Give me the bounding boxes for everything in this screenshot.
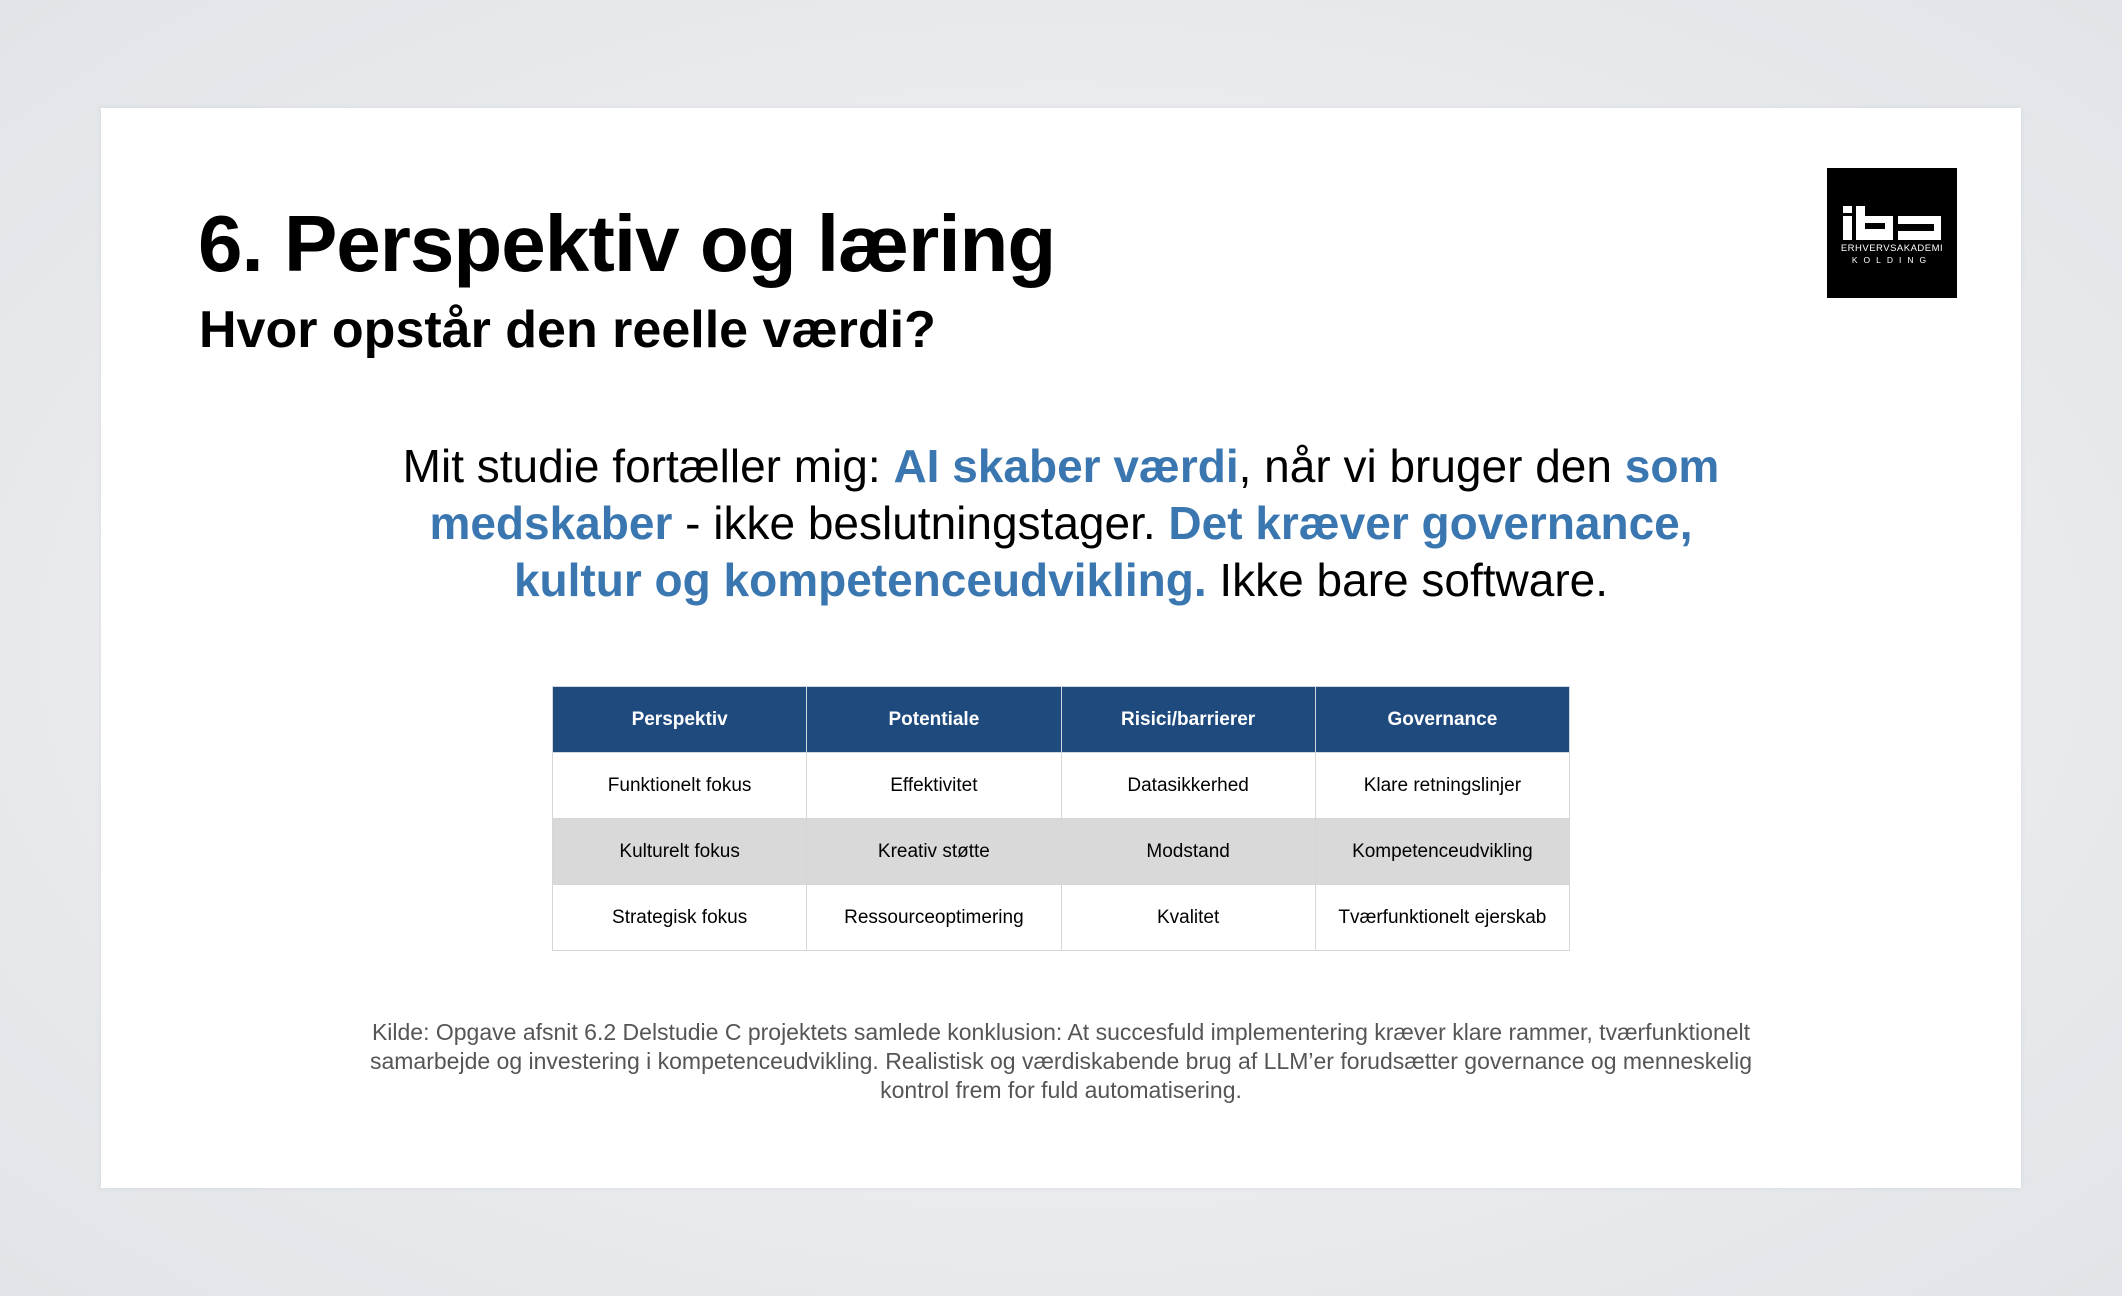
- slide: [101, 108, 2021, 1188]
- header-cell: Risici/barrierer: [1061, 687, 1315, 753]
- header-cell: Governance: [1315, 687, 1569, 753]
- table-row: [553, 819, 1570, 885]
- table-cell: Tværfunktionelt ejerskab: [1315, 885, 1569, 951]
- statement-part: , når vi bruger den: [1238, 440, 1625, 492]
- perspective-table: [552, 686, 1570, 951]
- iba-logo: [1827, 168, 1957, 298]
- table-row: [553, 753, 1570, 819]
- iba-logo-mark: [1843, 206, 1941, 240]
- header-cell: Potentiale: [807, 687, 1061, 753]
- logo-text-line2: KOLDING: [1851, 255, 1933, 265]
- table-cell: Kulturelt fokus: [553, 819, 807, 885]
- table-cell: Kompetenceudvikling: [1315, 819, 1569, 885]
- table-cell: Kvalitet: [1061, 885, 1315, 951]
- table-cell: Effektivitet: [807, 753, 1061, 819]
- table-cell: Modstand: [1061, 819, 1315, 885]
- header-cell: Perspektiv: [553, 687, 807, 753]
- source-note: Kilde: Opgave afsnit 6.2 Delstudie C projektets samlede konklusion: At succesfuld implementering kræver klare rammer, tværfunktionelt samarbejde og investering i kompetenceudvikling. Realistisk og værdiskabende brug af LLM’er forudsætter governance og menneskelig kontrol frem for fuld automatisering.: [369, 1019, 1753, 1103]
- table-cell: Kreativ støtte: [807, 819, 1061, 885]
- logo-text-line1: ERHVERVSAKADEMI: [1840, 243, 1944, 254]
- table-header-row: [553, 687, 1570, 753]
- table-cell: Ressourceoptimering: [807, 885, 1061, 951]
- statement-highlight: AI skaber værdi: [893, 440, 1239, 492]
- slide-title: 6. Perspektiv og læring: [198, 199, 1056, 288]
- table-cell: Klare retningslinjer: [1315, 753, 1569, 819]
- slide-subtitle: Hvor opstår den reelle værdi?: [199, 301, 936, 359]
- table-row: [553, 885, 1570, 951]
- table-cell: Datasikkerhed: [1061, 753, 1315, 819]
- table-cell: Strategisk fokus: [553, 885, 807, 951]
- statement-highlight: som medskaber: [429, 440, 1720, 549]
- statement-highlight: Det kræver governance, kultur og kompetenceudvikling.: [513, 497, 1693, 606]
- table-cell: Funktionelt fokus: [553, 753, 807, 819]
- statement-part: Ikke bare software.: [1206, 554, 1609, 606]
- statement-part: Mit studie fortæller mig:: [402, 440, 894, 492]
- statement-part: - ikke beslutningstager.: [672, 497, 1169, 549]
- key-statement: [361, 438, 1761, 609]
